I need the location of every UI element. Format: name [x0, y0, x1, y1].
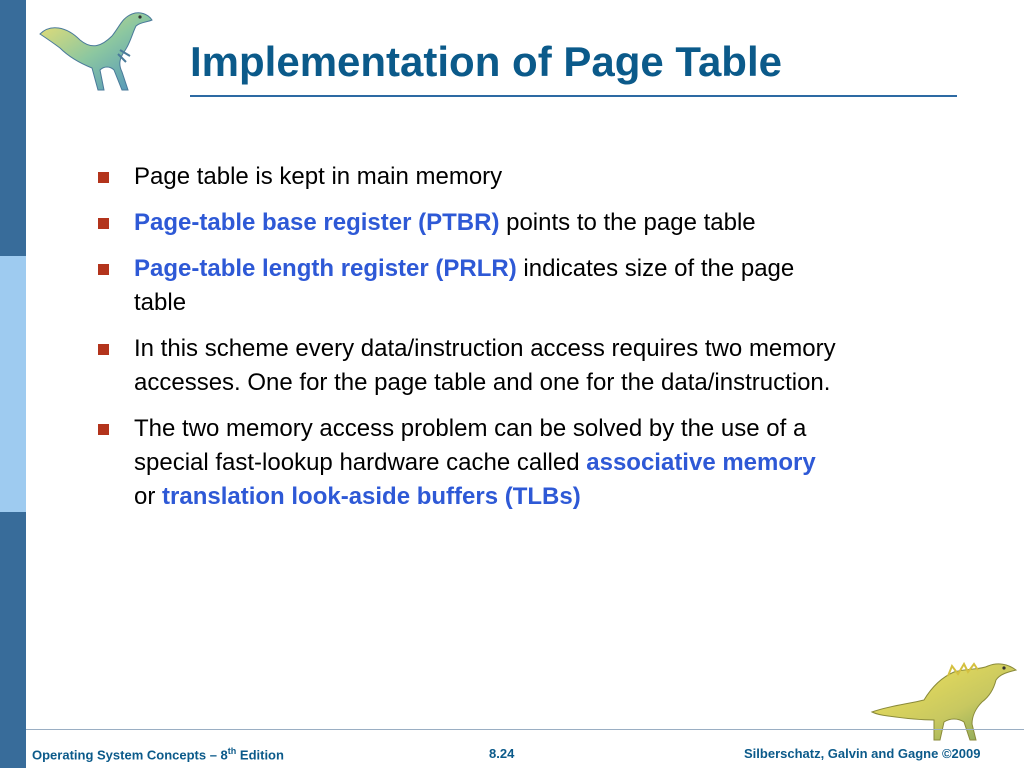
footer-course-suffix: Edition — [236, 747, 284, 763]
bullet-text: points to the page table — [499, 209, 756, 236]
bullet-list — [96, 160, 836, 526]
bullet-text: The two memory access problem can be solved by the use of a special fast-lookup hardware cache called — [134, 415, 807, 476]
bullet-marker-icon — [98, 424, 109, 435]
bullet-marker-icon — [98, 264, 109, 275]
bullet-highlight-text: Page-table base register (PTBR) — [134, 209, 500, 236]
footer-rule — [26, 729, 1024, 730]
title-underline — [190, 95, 957, 97]
bullet-text: In this scheme every data/instruction access requires two memory accesses. One for the page table and one for the data/instruction. — [134, 335, 836, 396]
footer-course-prefix: Operating System Concepts – 8 — [32, 747, 228, 763]
dinosaur-icon — [868, 660, 1020, 744]
page-title: Implementation of Page Table — [190, 38, 782, 85]
footer-authors: Silberschatz, Galvin and Gagne ©2009 — [744, 746, 981, 761]
bullet-item — [96, 252, 836, 320]
bullet-marker-icon — [98, 344, 109, 355]
bullet-item — [96, 206, 836, 240]
footer-course-sup: th — [227, 746, 237, 756]
bullet-text: or — [134, 483, 163, 510]
footer-course — [32, 746, 284, 762]
dinosaur-icon — [36, 6, 158, 98]
bullet-item — [96, 332, 836, 400]
sidebar — [0, 0, 26, 768]
bullet-item — [96, 412, 836, 514]
bullet-marker-icon — [98, 218, 109, 229]
bullet-item — [96, 160, 836, 194]
bullet-marker-icon — [98, 172, 109, 183]
sidebar-band-middle — [0, 256, 26, 512]
bullet-highlight-text: Page-table length register (PRLR) — [134, 255, 517, 282]
bullet-highlight-text: associative memory — [586, 449, 816, 476]
slide-number: 8.24 — [489, 746, 515, 761]
sidebar-band-top — [0, 0, 26, 256]
bullet-text: Page table is kept in main memory — [134, 163, 503, 190]
bullet-text: indicates size of the page table — [134, 255, 795, 316]
bullet-highlight-text: translation look-aside buffers (TLBs) — [162, 483, 581, 510]
sidebar-band-bottom — [0, 512, 26, 768]
